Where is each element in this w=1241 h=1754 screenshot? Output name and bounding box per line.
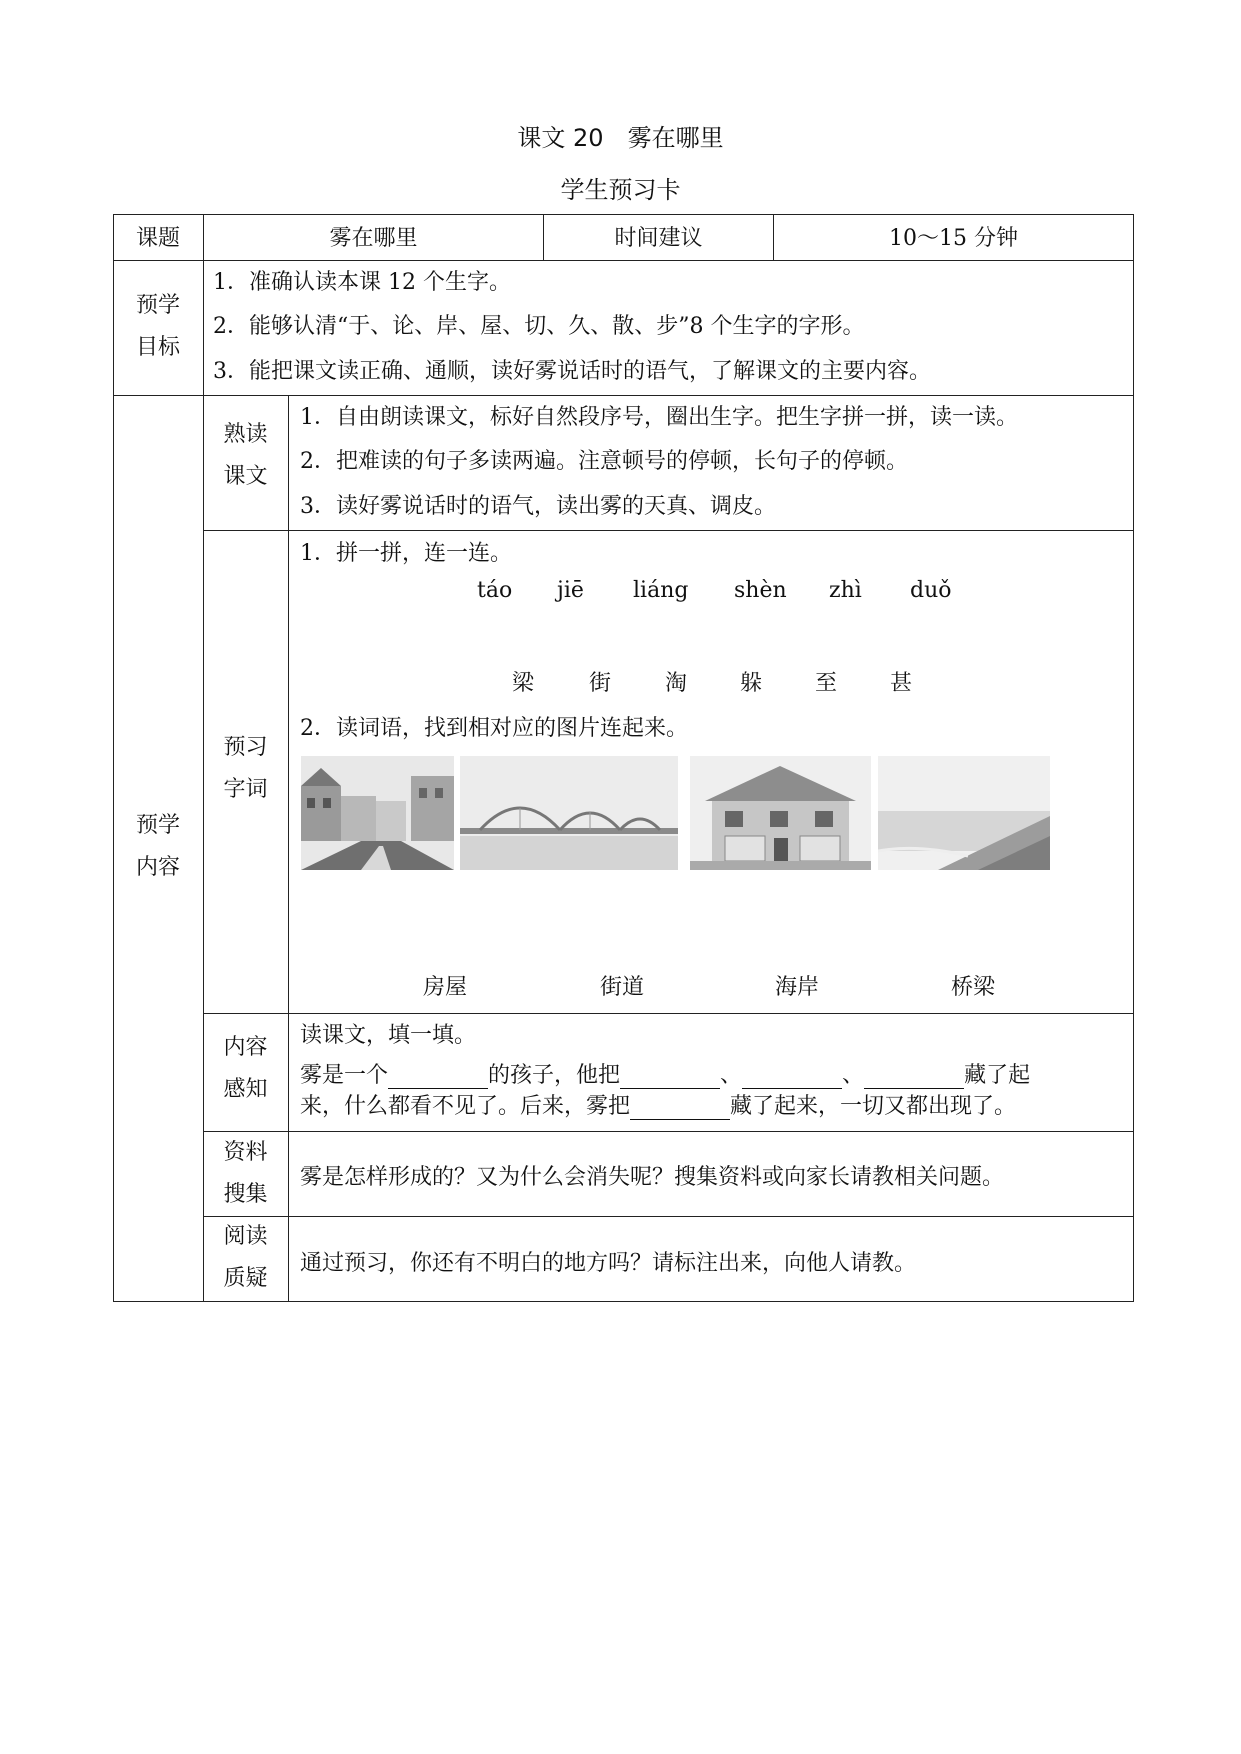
questions-label: 阅读 质疑 bbox=[223, 1224, 268, 1291]
pinyin-item: duǒ bbox=[910, 578, 952, 603]
time-label: 时间建议 bbox=[614, 226, 703, 251]
perception-instruction: 读课文，填一填。 bbox=[300, 1023, 477, 1048]
goal-item: 1．准确认读本课 12 个生字。 bbox=[213, 270, 511, 295]
bridge-picture bbox=[460, 756, 678, 870]
fill-blank[interactable] bbox=[742, 1066, 842, 1089]
research-text: 雾是怎样形成的？又为什么会消失呢？搜集资料或向家长请教相关问题。 bbox=[300, 1165, 1005, 1190]
research-label: 资料 搜集 bbox=[223, 1140, 268, 1207]
words-task2: 2．读词语，找到相对应的图片连起来。 bbox=[300, 716, 688, 741]
topic-value: 雾在哪里 bbox=[329, 226, 418, 251]
coast-picture bbox=[878, 756, 1050, 870]
vocab-item: 海岸 bbox=[775, 975, 820, 1000]
character-item: 街 bbox=[589, 671, 612, 696]
questions-text: 通过预习，你还有不明白的地方吗？请标注出来，向他人请教。 bbox=[300, 1251, 917, 1276]
reading-label: 熟读 课文 bbox=[223, 422, 268, 489]
pinyin-item: liáng bbox=[633, 578, 689, 603]
character-item: 梁 bbox=[512, 671, 535, 696]
reading-item: 3．读好雾说话时的语气，读出雾的天真、调皮。 bbox=[300, 494, 776, 519]
vocab-item: 房屋 bbox=[423, 975, 468, 1000]
pinyin-item: jiē bbox=[557, 578, 584, 603]
fill-blank[interactable] bbox=[620, 1066, 720, 1089]
fill-blank[interactable] bbox=[630, 1097, 730, 1120]
goal-item: 3．能把课文读正确、通顺，读好雾说话时的语气，了解课文的主要内容。 bbox=[213, 359, 931, 384]
perception-line-1: 雾是一个 的孩子，他把 、 、 藏了起 bbox=[300, 1063, 1031, 1088]
perception-line-2: 来，什么都看不见了。后来，雾把 藏了起来，一切又都出现了。 bbox=[300, 1094, 1017, 1119]
time-value: 10～15 分钟 bbox=[889, 226, 1018, 251]
goal-item: 2．能够认清“于、论、岸、屋、切、久、散、步”8 个生字的字形。 bbox=[213, 314, 865, 339]
street-picture bbox=[301, 756, 454, 870]
character-item: 淘 bbox=[665, 671, 688, 696]
pinyin-item: táo bbox=[477, 578, 513, 603]
character-item: 甚 bbox=[890, 671, 913, 696]
topic-label: 课题 bbox=[135, 226, 180, 251]
fill-blank[interactable] bbox=[388, 1066, 488, 1089]
character-item: 至 bbox=[815, 671, 838, 696]
words-label: 预习 字词 bbox=[223, 735, 268, 802]
vocab-item: 桥梁 bbox=[951, 975, 996, 1000]
words-task1: 1．拼一拼，连一连。 bbox=[300, 541, 512, 566]
goals-label: 预学 目标 bbox=[135, 293, 180, 360]
pinyin-item: shèn bbox=[734, 578, 787, 603]
reading-item: 1．自由朗读课文，标好自然段序号，圈出生字。把生字拼一拼，读一读。 bbox=[300, 405, 1018, 430]
reading-item: 2．把难读的句子多读两遍。注意顿号的停顿，长句子的停顿。 bbox=[300, 449, 908, 474]
perception-label: 内容 感知 bbox=[223, 1035, 268, 1102]
character-item: 躲 bbox=[740, 671, 763, 696]
pinyin-item: zhì bbox=[829, 578, 862, 603]
page-title: 课文 20 雾在哪里 bbox=[517, 124, 724, 152]
content-label: 预学 内容 bbox=[135, 813, 180, 880]
vocab-item: 街道 bbox=[600, 975, 645, 1000]
page-subtitle: 学生预习卡 bbox=[560, 176, 681, 204]
fill-blank[interactable] bbox=[864, 1066, 964, 1089]
house-picture bbox=[690, 756, 871, 870]
